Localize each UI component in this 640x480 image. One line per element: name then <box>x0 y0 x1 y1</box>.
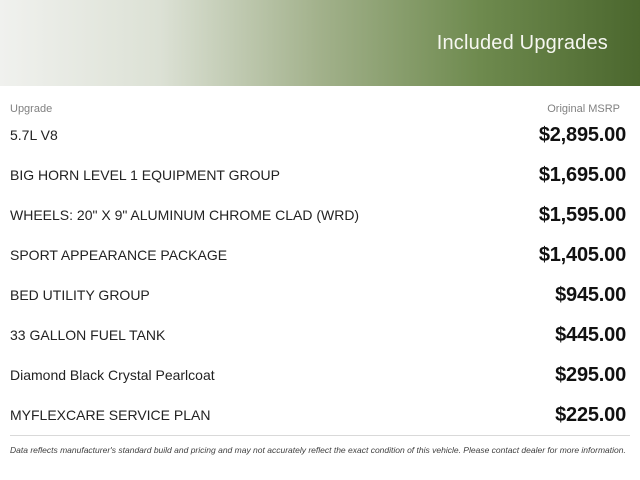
upgrade-name: BED UTILITY GROUP <box>10 287 150 303</box>
table-row <box>0 235 640 275</box>
upgrade-price: $2,895.00 <box>538 123 626 146</box>
table-row <box>0 395 640 435</box>
upgrade-name: WHEELS: 20" X 9" ALUMINUM CHROME CLAD (WRD) <box>10 207 360 223</box>
table-row <box>0 155 640 195</box>
upgrade-name: Diamond Black Crystal Pearlcoat <box>10 367 215 383</box>
table-row <box>0 355 640 395</box>
upgrade-rows <box>0 115 640 435</box>
upgrade-name: 5.7L V8 <box>10 127 58 143</box>
page-title: Included Upgrades <box>436 31 608 54</box>
upgrade-name: SPORT APPEARANCE PACKAGE <box>10 247 228 263</box>
upgrade-price: $1,405.00 <box>538 243 626 266</box>
disclaimer-text: Data reflects manufacturer's standard build and pricing and may not accurately reflect the exact condition of this vehicle. Please contact dealer for more information. <box>10 435 630 455</box>
upgrade-name: 33 GALLON FUEL TANK <box>10 327 166 343</box>
header-banner <box>0 0 640 86</box>
upgrade-price: $1,695.00 <box>538 163 626 186</box>
upgrade-price: $225.00 <box>555 403 626 426</box>
upgrade-price: $1,595.00 <box>538 203 626 226</box>
column-header-upgrade: Upgrade <box>10 103 53 115</box>
upgrade-price: $945.00 <box>555 283 626 306</box>
upgrade-price: $295.00 <box>555 363 626 386</box>
table-row <box>0 115 640 155</box>
table-row <box>0 275 640 315</box>
upgrade-price: $445.00 <box>555 323 626 346</box>
table-row <box>0 195 640 235</box>
upgrade-name: MYFLEXCARE SERVICE PLAN <box>10 407 211 423</box>
table-row <box>0 315 640 355</box>
table-header <box>0 86 640 115</box>
column-header-msrp: Original MSRP <box>547 103 620 115</box>
upgrade-name: BIG HORN LEVEL 1 EQUIPMENT GROUP <box>10 167 280 183</box>
